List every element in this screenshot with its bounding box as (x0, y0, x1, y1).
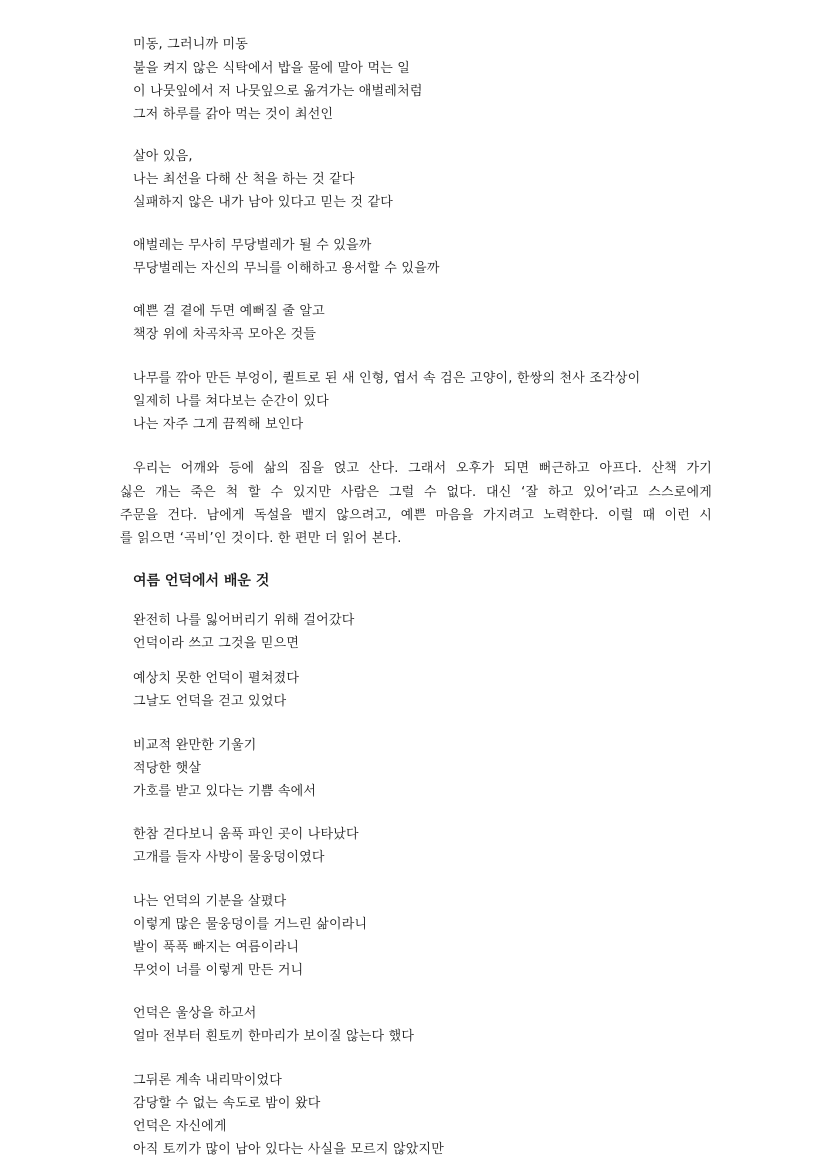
poem-line: 이 나뭇잎에서 저 나뭇잎으로 옮겨가는 애벌레처럼 (133, 84, 423, 99)
poem-line: 나는 최선을 다해 산 척을 하는 것 같다 (133, 172, 355, 187)
poem-line: 애벌레는 무사히 무당벌레가 될 수 있을까 (133, 238, 372, 253)
prose-line: 를 읽으면 ‘곡비’인 것이다. 한 편만 더 읽어 본다. (120, 531, 402, 546)
poem-line: 나무를 깎아 만든 부엉이, 퀼트로 된 새 인형, 엽서 속 검은 고양이, 한쌍의 천사 조각상이 (133, 371, 641, 386)
poem-line: 적당한 햇살 (133, 761, 202, 776)
poem-line: 살아 있음, (133, 149, 193, 164)
poem-line: 예상치 못한 언덕이 펼쳐졌다 (133, 671, 300, 686)
prose-line: 주문을 건다. 남에게 독설을 뱉지 않으려고, 예쁜 마음을 가지려고 노력한다. 이럴 때 이런 시 (120, 508, 712, 523)
poem-line: 일제히 나를 쳐다보는 순간이 있다 (133, 394, 329, 409)
poem-line: 감당할 수 없는 속도로 밤이 왔다 (133, 1096, 321, 1111)
poem-title: 여름 언덕에서 배운 것 (133, 573, 270, 589)
poem-line: 무당벌레는 자신의 무늬를 이해하고 용서할 수 있을까 (133, 261, 440, 276)
poem-line: 실패하지 않은 내가 남아 있다고 믿는 것 같다 (133, 195, 393, 210)
poem-line: 고개를 들자 사방이 물웅덩이였다 (133, 850, 325, 865)
poem-line: 가호를 받고 있다는 기쁨 속에서 (133, 784, 317, 799)
poem-line: 나는 언덕의 기분을 살폈다 (133, 894, 287, 909)
poem-line: 언덕이라 쓰고 그것을 믿으면 (133, 636, 300, 651)
poem-line: 예쁜 걸 곁에 두면 예뻐질 줄 알고 (133, 304, 325, 319)
prose-line: 우리는 어깨와 등에 삶의 짐을 얹고 산다. 그래서 오후가 되면 뻐근하고 아프다. 산책 가기 (133, 461, 712, 476)
poem-line: 비교적 완만한 기울기 (133, 738, 257, 753)
poem-line: 그날도 언덕을 걷고 있었다 (133, 694, 287, 709)
poem-line: 그저 하루를 갉아 먹는 것이 최선인 (133, 107, 334, 122)
poem-line: 미동, 그러니까 미동 (133, 37, 249, 52)
poem-line: 아직 토끼가 많이 남아 있다는 사실을 모르지 않았지만 (133, 1142, 445, 1157)
poem-line: 책장 위에 차곡차곡 모아온 것들 (133, 327, 317, 342)
poem-line: 무엇이 너를 이렇게 만든 거니 (133, 963, 304, 978)
poem-line: 그뒤론 계속 내리막이었다 (133, 1073, 283, 1088)
poem-line: 얼마 전부터 흰토끼 한마리가 보이질 않는다 했다 (133, 1029, 415, 1044)
poem-line: 언덕은 울상을 하고서 (133, 1006, 257, 1021)
poem-line: 한참 걷다보니 움푹 파인 곳이 나타났다 (133, 827, 359, 842)
poem-line: 언덕은 자신에게 (133, 1119, 227, 1134)
poem-line: 발이 푹푹 빠지는 여름이라니 (133, 940, 300, 955)
poem-line: 완전히 나를 잃어버리기 위해 걸어갔다 (133, 613, 355, 628)
prose-line: 싫은 개는 죽은 척 할 수 있지만 사람은 그럴 수 없다. 대신 ‘잘 하고 있어’라고 스스로에게 (120, 485, 712, 500)
poem-line: 나는 자주 그게 끔찍해 보인다 (133, 417, 304, 432)
poem-line: 이렇게 많은 물웅덩이를 거느린 삶이라니 (133, 917, 368, 932)
poem-line: 불을 켜지 않은 식탁에서 밥을 물에 말아 먹는 일 (133, 61, 411, 76)
